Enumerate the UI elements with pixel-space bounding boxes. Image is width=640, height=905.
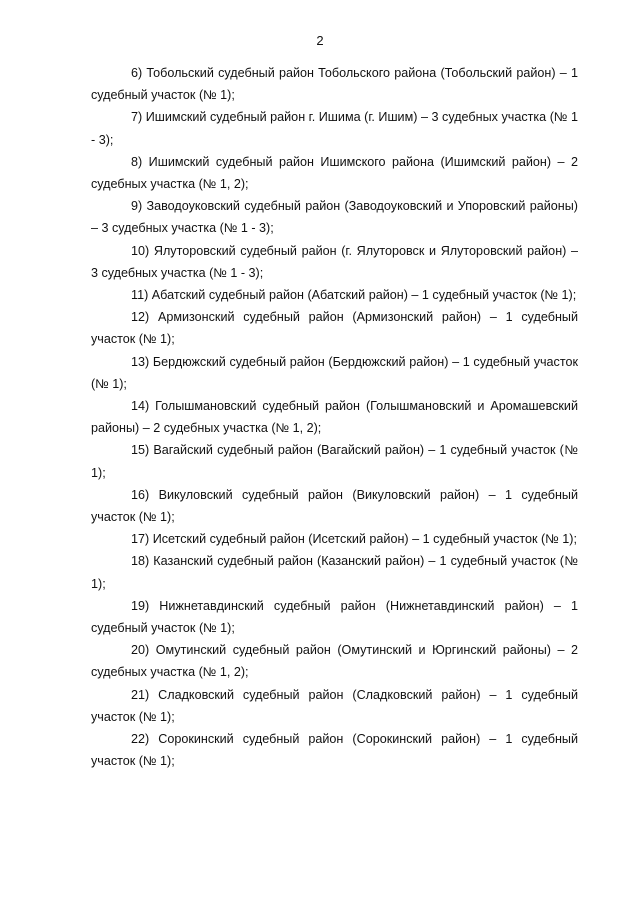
list-item: 22) Сорокинский судебный район (Сорокинский район) – 1 судебный участок (№ 1); xyxy=(91,732,578,769)
list-item: 7) Ишимский судебный район г. Ишима (г. Ишим) – 3 судебных участка (№ 1 - 3); xyxy=(91,110,578,147)
list-item: 20) Омутинский судебный район (Омутинский и Юргинский районы) – 2 судебных участка (№ 1, 2); xyxy=(91,643,578,680)
list-item: 15) Вагайский судебный район (Вагайский район) – 1 судебный участок (№ 1); xyxy=(91,443,578,480)
list-item: 14) Голышмановский судебный район (Голышмановский и Аромашевский районы) – 2 судебных участка (№ 1, 2); xyxy=(91,399,578,436)
list-item: 11) Абатский судебный район (Абатский район) – 1 судебный участок (№ 1); xyxy=(131,288,577,303)
document-body xyxy=(91,62,578,773)
list-item: 16) Викуловский судебный район (Викуловский район) – 1 судебный участок (№ 1); xyxy=(91,487,578,525)
list-item: 13) Бердюжский судебный район (Бердюжский район) – 1 судебный участок (№ 1); xyxy=(91,354,578,391)
list-item: 19) Нижнетавдинский судебный район (Нижнетавдинский район) – 1 судебный участок (№ 1); xyxy=(91,598,578,636)
list-item: 6) Тобольский судебный район Тобольского района (Тобольский район) – 1 судебный участок (№ 1); xyxy=(91,66,578,103)
page-number: 2 xyxy=(316,33,324,48)
list-item: 18) Казанский судебный район (Казанский район) – 1 судебный участок (№ 1); xyxy=(91,554,578,591)
list-item: 12) Армизонский судебный район (Армизонский район) – 1 судебный участок (№ 1); xyxy=(91,310,578,347)
list-item: 17) Исетский судебный район (Исетский район) – 1 судебный участок (№ 1); xyxy=(131,532,577,547)
list-item: 9) Заводоуковский судебный район (Заводоуковский и Упоровский районы) – 3 судебных участка (№ 1 - 3); xyxy=(91,199,578,236)
list-item: 21) Сладковский судебный район (Сладковский район) – 1 судебный участок (№ 1); xyxy=(91,687,578,724)
list-item: 8) Ишимский судебный район Ишимского района (Ишимский район) – 2 судебных участка (№ 1, 2); xyxy=(91,154,578,192)
list-item: 10) Ялуторовский судебный район (г. Ялуторовск и Ялуторовский район) – 3 судебных участка (№ 1 - 3); xyxy=(91,243,578,280)
